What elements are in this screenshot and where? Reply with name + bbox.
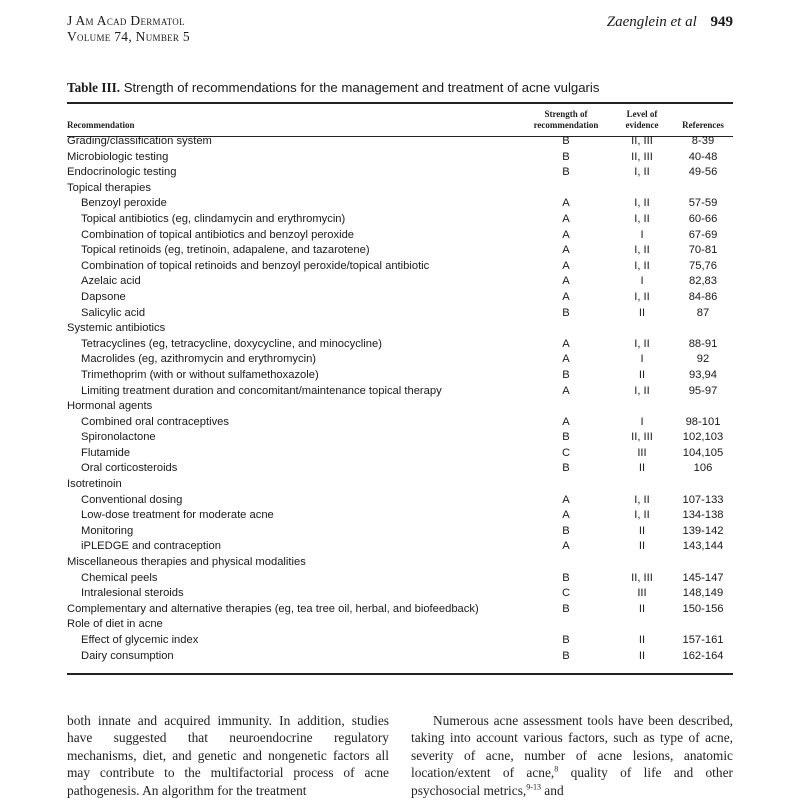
- cell-level: II: [638, 368, 646, 381]
- cell-strength: B: [562, 166, 570, 179]
- cell-references: 49-56: [688, 166, 718, 179]
- cell-strength: A: [562, 212, 570, 225]
- citation-superscript: 8: [554, 764, 559, 774]
- journal-name: J Am Acad Dermatol: [67, 13, 185, 28]
- table-row: [67, 150, 733, 166]
- cell-recommendation: Topical therapies: [67, 181, 151, 194]
- cell-strength: B: [562, 524, 570, 537]
- col-header-references: References: [682, 120, 724, 130]
- body-paragraph-part: quality of life and other psychosocial metrics,: [411, 765, 733, 798]
- running-header-authors: Zaenglein et al: [606, 14, 697, 30]
- cell-strength: B: [562, 135, 570, 147]
- cell-level: I, II: [634, 493, 650, 506]
- table-label: Table III.: [67, 80, 121, 95]
- cell-references: 88-91: [688, 337, 718, 350]
- cell-strength: B: [562, 306, 570, 319]
- cell-level: II, III: [631, 150, 653, 163]
- cell-references: 60-66: [688, 212, 718, 225]
- cell-level: I, II: [634, 212, 650, 225]
- table-row: [67, 602, 733, 618]
- cell-references: [673, 321, 733, 337]
- table-row: [67, 243, 733, 259]
- cell-level: I, II: [634, 290, 650, 303]
- cell-recommendation: Topical retinoids (eg, tretinoin, adapalene, and tazarotene): [81, 244, 370, 257]
- cell-recommendation: Salicylic acid: [81, 306, 146, 319]
- table-header-row: [67, 107, 733, 134]
- cell-recommendation: Dapsone: [81, 290, 126, 303]
- table-bottom-rule: [67, 673, 733, 675]
- cell-recommendation: Intralesional steroids: [81, 587, 184, 600]
- cell-strength: C: [561, 587, 571, 600]
- journal-volume: Volume 74, Number 5: [67, 29, 190, 44]
- cell-strength: A: [562, 337, 570, 350]
- cell-references: [673, 617, 733, 633]
- cell-references: 84-86: [688, 290, 718, 303]
- cell-recommendation: Endocrinologic testing: [67, 166, 177, 179]
- table-row: [67, 196, 733, 212]
- table-row: [67, 508, 733, 524]
- cell-recommendation: Chemical peels: [81, 571, 158, 584]
- table-row: [67, 337, 733, 353]
- table-row: [67, 352, 733, 368]
- cell-recommendation: Tetracyclines (eg, tetracycline, doxycycline, and minocycline): [81, 337, 382, 350]
- cell-recommendation: Flutamide: [81, 446, 131, 459]
- cell-recommendation: Combination of topical retinoids and benzoyl peroxide/topical antibiotic: [81, 259, 430, 272]
- cell-level: I: [640, 415, 644, 428]
- cell-level: II: [638, 634, 646, 646]
- cell-references: 93,94: [689, 368, 717, 381]
- cell-strength: A: [562, 509, 570, 522]
- cell-strength: A: [562, 353, 570, 366]
- cell-recommendation: Combined oral contraceptives: [81, 415, 229, 428]
- running-header-right: [607, 14, 733, 31]
- cell-level: I, II: [634, 509, 650, 522]
- table-row: [67, 524, 733, 540]
- cell-level: II: [638, 306, 646, 319]
- cell-recommendation: Role of diet in acne: [67, 618, 163, 631]
- table-title: Strength of recommendations for the management and treatment of acne vulgaris: [123, 80, 600, 95]
- table-row: [67, 586, 733, 602]
- cell-recommendation: Benzoyl peroxide: [81, 197, 167, 210]
- cell-recommendation: Spironolactone: [81, 431, 156, 444]
- cell-references: 95-97: [688, 384, 718, 397]
- cell-references: 104,105: [682, 446, 724, 459]
- cell-level: III: [637, 446, 647, 459]
- cell-level: I: [640, 228, 644, 241]
- cell-references: 92: [696, 353, 710, 366]
- table-row: [67, 555, 733, 571]
- cell-references: 157-161: [682, 634, 724, 646]
- cell-level: I, II: [634, 337, 650, 350]
- table-row: [67, 415, 733, 431]
- cell-recommendation: Combination of topical antibiotics and benzoyl peroxide: [81, 228, 355, 241]
- cell-references: [673, 399, 733, 415]
- cell-references: 40-48: [688, 150, 718, 163]
- table-row: [67, 571, 733, 587]
- table-row: [67, 306, 733, 322]
- cell-strength: B: [562, 462, 570, 475]
- cell-references: 8-39: [691, 135, 715, 147]
- cell-references: 82,83: [689, 275, 717, 288]
- table-top-rule: [67, 102, 733, 104]
- cell-strength: A: [562, 228, 570, 241]
- cell-recommendation: Oral corticosteroids: [81, 462, 178, 475]
- cell-strength: B: [562, 571, 570, 584]
- cell-level: [611, 399, 673, 415]
- cell-recommendation: Dairy consumption: [81, 649, 174, 662]
- citation-superscript: 9-13: [526, 782, 541, 792]
- table-row: [67, 134, 733, 150]
- cell-strength: [521, 617, 611, 633]
- cell-references: 98-101: [685, 415, 721, 428]
- running-header-journal: [67, 13, 190, 45]
- cell-level: II, III: [631, 431, 653, 444]
- cell-level: I: [640, 275, 644, 288]
- body-column-left: [67, 712, 389, 799]
- table-caption: [67, 80, 733, 96]
- cell-level: III: [637, 587, 647, 600]
- cell-level: II: [638, 462, 646, 475]
- cell-recommendation: Macrolides (eg, azithromycin and erythromycin): [81, 353, 317, 366]
- col-header-level: Level of evidence: [625, 109, 659, 130]
- table-row: [67, 446, 733, 462]
- cell-references: 150-156: [682, 602, 724, 615]
- table-body: [67, 134, 733, 664]
- col-header-recommendation: Recommendation: [67, 120, 135, 130]
- cell-recommendation: Isotretinoin: [67, 478, 122, 491]
- table-row: [67, 399, 733, 415]
- cell-level: [611, 617, 673, 633]
- cell-recommendation: iPLEDGE and contraception: [81, 540, 221, 553]
- cell-level: II: [638, 649, 646, 662]
- cell-level: I, II: [634, 259, 650, 272]
- table-row: [67, 212, 733, 228]
- cell-level: II: [638, 602, 646, 615]
- cell-level: I, II: [634, 384, 650, 397]
- cell-level: I, II: [634, 166, 650, 179]
- cell-strength: [521, 477, 611, 493]
- cell-references: 102,103: [682, 431, 724, 444]
- recommendations-table: [67, 107, 733, 664]
- cell-references: 67-69: [688, 228, 718, 241]
- table-row: [67, 290, 733, 306]
- cell-level: II, III: [631, 571, 653, 584]
- cell-level: I: [640, 353, 644, 366]
- body-column-right: [411, 712, 733, 799]
- table-row: [67, 368, 733, 384]
- cell-strength: [521, 181, 611, 197]
- table-row: [67, 430, 733, 446]
- cell-strength: A: [562, 493, 570, 506]
- cell-strength: A: [562, 290, 570, 303]
- cell-references: 75,76: [689, 259, 717, 272]
- table-row: [67, 228, 733, 244]
- cell-recommendation: Effect of glycemic index: [81, 634, 199, 646]
- cell-strength: [521, 399, 611, 415]
- cell-level: [611, 321, 673, 337]
- cell-strength: C: [561, 446, 571, 459]
- cell-level: [611, 555, 673, 571]
- table-row: [67, 477, 733, 493]
- cell-strength: [521, 555, 611, 571]
- cell-strength: B: [562, 150, 570, 163]
- table-row: [67, 384, 733, 400]
- cell-strength: A: [562, 275, 570, 288]
- cell-recommendation: Low-dose treatment for moderate acne: [81, 509, 274, 522]
- cell-recommendation: Conventional dosing: [81, 493, 183, 506]
- table-row: [67, 539, 733, 555]
- cell-strength: B: [562, 431, 570, 444]
- body-paragraph-part: and: [540, 782, 564, 798]
- cell-recommendation: Miscellaneous therapies and physical modalities: [67, 556, 306, 569]
- col-header-strength: Strength of recommendation: [533, 109, 599, 130]
- cell-recommendation: Azelaic acid: [81, 275, 141, 288]
- cell-references: 148,149: [682, 587, 724, 600]
- cell-strength: B: [562, 368, 570, 381]
- table-row: [67, 493, 733, 509]
- cell-strength: B: [562, 649, 570, 662]
- cell-recommendation: Hormonal agents: [67, 400, 153, 413]
- cell-strength: A: [562, 197, 570, 210]
- cell-recommendation: Trimethoprim (with or without sulfamethoxazole): [81, 368, 319, 381]
- cell-recommendation: Topical antibiotics (eg, clindamycin and erythromycin): [81, 212, 346, 225]
- cell-level: II: [638, 524, 646, 537]
- cell-references: 70-81: [688, 244, 718, 257]
- cell-level: [611, 181, 673, 197]
- table-row: [67, 165, 733, 181]
- cell-level: [611, 477, 673, 493]
- table-row: [67, 461, 733, 477]
- cell-references: [673, 477, 733, 493]
- cell-references: 145-147: [682, 571, 724, 584]
- cell-references: 162-164: [682, 649, 724, 662]
- cell-level: I, II: [634, 197, 650, 210]
- cell-level: II, III: [631, 135, 653, 147]
- table-row: [67, 633, 733, 649]
- cell-recommendation: Limiting treatment duration and concomitant/maintenance topical therapy: [81, 384, 442, 397]
- cell-references: 87: [696, 306, 710, 319]
- cell-recommendation: Complementary and alternative therapies (eg, tea tree oil, herbal, and biofeedback): [67, 602, 479, 615]
- cell-recommendation: Monitoring: [81, 524, 134, 537]
- cell-references: [673, 555, 733, 571]
- cell-strength: [521, 321, 611, 337]
- cell-references: 57-59: [688, 197, 718, 210]
- table-row: [67, 274, 733, 290]
- cell-strength: B: [562, 602, 570, 615]
- cell-references: 143,144: [682, 540, 724, 553]
- table-row: [67, 649, 733, 665]
- body-paragraph: both innate and acquired immunity. In addition, studies have suggested that neuroendocrine regulatory mechanisms, diet, and genetic and nongenetic factors all may contribute to the multifactorial process of acne pathogenesis. An algorithm for the treatment: [67, 713, 389, 798]
- body-paragraph-part: Numerous acne assessment tools have been described, taking into account various factors, such as type of acne, severity of acne, number of acne lesions, anatomic location/extent of acne,: [411, 713, 733, 781]
- cell-level: I, II: [634, 244, 650, 257]
- cell-strength: A: [562, 540, 570, 553]
- cell-references: 139-142: [682, 524, 724, 537]
- table-row: [67, 181, 733, 197]
- table-row: [67, 617, 733, 633]
- page-number: 949: [710, 14, 733, 30]
- table-row: [67, 259, 733, 275]
- cell-references: 107-133: [682, 493, 724, 506]
- cell-recommendation: Grading/classification system: [67, 135, 212, 147]
- cell-strength: A: [562, 244, 570, 257]
- cell-strength: A: [562, 384, 570, 397]
- cell-strength: A: [562, 415, 570, 428]
- cell-recommendation: Microbiologic testing: [67, 150, 169, 163]
- cell-strength: A: [562, 259, 570, 272]
- cell-references: [673, 181, 733, 197]
- cell-references: 106: [693, 462, 713, 475]
- cell-references: 134-138: [682, 509, 724, 522]
- cell-recommendation: Systemic antibiotics: [67, 322, 166, 335]
- cell-strength: B: [562, 634, 570, 646]
- table-row: [67, 321, 733, 337]
- cell-level: II: [638, 540, 646, 553]
